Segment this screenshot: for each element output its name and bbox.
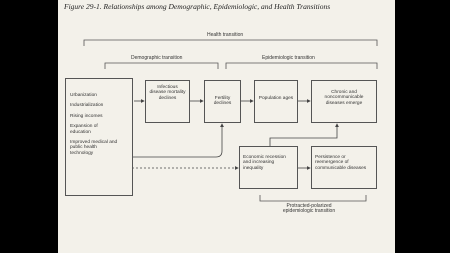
epidemiologic-transition-bracket <box>226 63 377 69</box>
demographic-transition-bracket <box>105 63 218 69</box>
driver-rising-incomes: Rising incomes <box>70 113 103 119</box>
population-box: Population ages <box>254 80 298 123</box>
demographic-transition-label: Demographic transition <box>131 55 183 61</box>
health-transition-bracket <box>84 40 377 46</box>
fertility-box: Fertility declines <box>204 80 241 123</box>
figure-title: Figure 29-1. Relationships among Demographic, Epidemiologic, and Health Transitions <box>64 2 331 11</box>
economic-box: Economic recession and increasing inequality <box>239 146 298 189</box>
arrow-drivers-to-fertility <box>132 124 222 157</box>
health-transition-label: Health transition <box>207 32 244 38</box>
driver-education: Expansion of education <box>70 124 98 135</box>
protracted-transition-label: Protracted-polarized epidemiologic transition <box>282 203 336 215</box>
driver-technology: Improved medical and public health technology <box>70 140 118 156</box>
infectious-disease-box: Infectious disease mortality declines <box>145 80 190 123</box>
driver-urbanization: Urbanization <box>70 93 97 98</box>
drivers-box <box>65 78 133 196</box>
protracted-transition-bracket <box>260 195 366 201</box>
arrow-economic-to-top-row <box>270 124 337 146</box>
chronic-disease-box: Chronic and noncommunicable diseases emerge <box>311 80 377 123</box>
driver-industrialization: Industrialization <box>70 103 104 109</box>
persistence-box: Persistence or reemergence of communicable diseases <box>311 146 377 189</box>
epidemiologic-transition-label: Epidemiologic transition <box>262 55 315 61</box>
